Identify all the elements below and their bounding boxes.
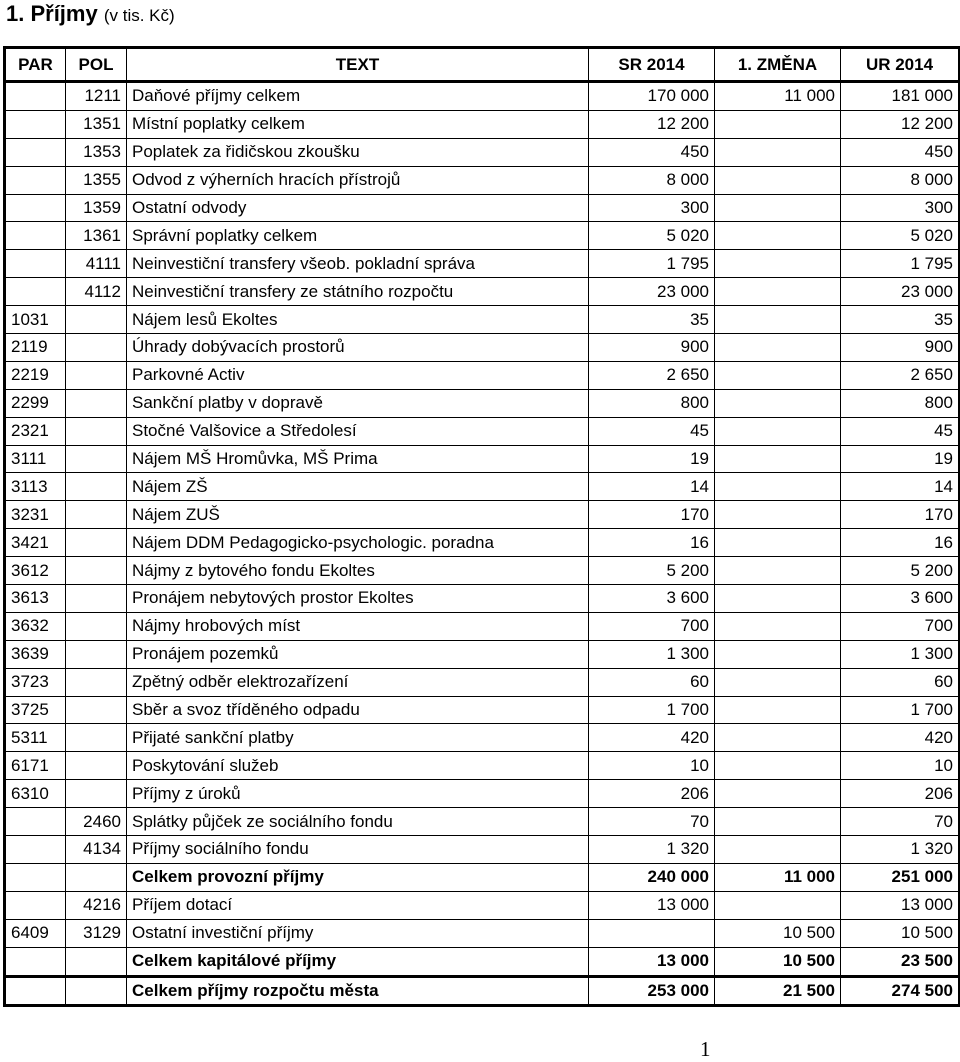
cell-par: 3421 bbox=[5, 529, 66, 557]
cell-ur-2014: 1 320 bbox=[841, 836, 960, 864]
cell-pol: 3129 bbox=[66, 919, 127, 947]
cell-sr-2014: 19 bbox=[589, 445, 715, 473]
cell-par: 6310 bbox=[5, 780, 66, 808]
table-row bbox=[5, 110, 960, 138]
table-row bbox=[5, 585, 960, 613]
cell-text: Nájem ZUŠ bbox=[127, 501, 589, 529]
cell-zmena bbox=[715, 250, 841, 278]
cell-text: Sběr a svoz tříděného odpadu bbox=[127, 696, 589, 724]
table-row bbox=[5, 891, 960, 919]
cell-ur-2014: 274 500 bbox=[841, 976, 960, 1006]
cell-sr-2014: 12 200 bbox=[589, 110, 715, 138]
cell-ur-2014: 16 bbox=[841, 529, 960, 557]
cell-zmena bbox=[715, 110, 841, 138]
cell-ur-2014: 1 300 bbox=[841, 640, 960, 668]
cell-par: 3723 bbox=[5, 668, 66, 696]
cell-zmena bbox=[715, 696, 841, 724]
cell-pol: 1351 bbox=[66, 110, 127, 138]
cell-pol: 1359 bbox=[66, 194, 127, 222]
header-sr-2014: SR 2014 bbox=[589, 48, 715, 82]
cell-zmena bbox=[715, 445, 841, 473]
page-number: 1 bbox=[700, 1037, 711, 1061]
cell-sr-2014: 800 bbox=[589, 389, 715, 417]
cell-zmena bbox=[715, 529, 841, 557]
cell-ur-2014: 420 bbox=[841, 724, 960, 752]
cell-zmena bbox=[715, 361, 841, 389]
cell-sr-2014 bbox=[589, 919, 715, 947]
cell-zmena: 21 500 bbox=[715, 976, 841, 1006]
cell-text: Nájem ZŠ bbox=[127, 473, 589, 501]
cell-par: 3231 bbox=[5, 501, 66, 529]
cell-par: 3612 bbox=[5, 557, 66, 585]
table-row bbox=[5, 473, 960, 501]
cell-ur-2014: 13 000 bbox=[841, 891, 960, 919]
table-row bbox=[5, 194, 960, 222]
cell-text: Neinvestiční transfery ze státního rozpočtu bbox=[127, 278, 589, 306]
table-row bbox=[5, 668, 960, 696]
cell-par bbox=[5, 222, 66, 250]
cell-zmena bbox=[715, 724, 841, 752]
table-row bbox=[5, 696, 960, 724]
table-row bbox=[5, 501, 960, 529]
cell-zmena bbox=[715, 278, 841, 306]
cell-par bbox=[5, 863, 66, 891]
table-row bbox=[5, 334, 960, 362]
table-row bbox=[5, 724, 960, 752]
cell-text: Zpětný odběr elektrozařízení bbox=[127, 668, 589, 696]
cell-ur-2014: 70 bbox=[841, 808, 960, 836]
cell-text: Ostatní odvody bbox=[127, 194, 589, 222]
cell-pol bbox=[66, 361, 127, 389]
cell-ur-2014: 1 795 bbox=[841, 250, 960, 278]
cell-zmena: 10 500 bbox=[715, 919, 841, 947]
cell-zmena bbox=[715, 306, 841, 334]
cell-ur-2014: 450 bbox=[841, 138, 960, 166]
cell-pol bbox=[66, 389, 127, 417]
cell-sr-2014: 206 bbox=[589, 780, 715, 808]
cell-zmena: 11 000 bbox=[715, 863, 841, 891]
title-unit: (v tis. Kč) bbox=[103, 6, 175, 25]
cell-par bbox=[5, 278, 66, 306]
table-row bbox=[5, 138, 960, 166]
cell-text: Stočné Valšovice a Středolesí bbox=[127, 417, 589, 445]
cell-text: Ostatní investiční příjmy bbox=[127, 919, 589, 947]
cell-ur-2014: 1 700 bbox=[841, 696, 960, 724]
cell-zmena bbox=[715, 222, 841, 250]
cell-pol: 1361 bbox=[66, 222, 127, 250]
cell-text: Celkem provozní příjmy bbox=[127, 863, 589, 891]
cell-ur-2014: 170 bbox=[841, 501, 960, 529]
cell-text: Neinvestiční transfery všeob. pokladní správa bbox=[127, 250, 589, 278]
cell-sr-2014: 240 000 bbox=[589, 863, 715, 891]
cell-sr-2014: 23 000 bbox=[589, 278, 715, 306]
cell-ur-2014: 19 bbox=[841, 445, 960, 473]
cell-ur-2014: 23 000 bbox=[841, 278, 960, 306]
table-header-row bbox=[5, 48, 960, 82]
table-row bbox=[5, 640, 960, 668]
cell-ur-2014: 5 020 bbox=[841, 222, 960, 250]
cell-pol: 1211 bbox=[66, 82, 127, 111]
cell-zmena bbox=[715, 138, 841, 166]
cell-pol bbox=[66, 612, 127, 640]
cell-sr-2014: 5 200 bbox=[589, 557, 715, 585]
cell-sr-2014: 35 bbox=[589, 306, 715, 334]
cell-text: Daňové příjmy celkem bbox=[127, 82, 589, 111]
cell-ur-2014: 300 bbox=[841, 194, 960, 222]
table-row bbox=[5, 82, 960, 111]
cell-text: Nájem DDM Pedagogicko-psychologic. poradna bbox=[127, 529, 589, 557]
cell-ur-2014: 2 650 bbox=[841, 361, 960, 389]
cell-par: 3111 bbox=[5, 445, 66, 473]
table-row bbox=[5, 445, 960, 473]
cell-sr-2014: 13 000 bbox=[589, 947, 715, 976]
cell-zmena bbox=[715, 836, 841, 864]
header-pol: POL bbox=[66, 48, 127, 82]
table-row bbox=[5, 836, 960, 864]
header-ur-2014: UR 2014 bbox=[841, 48, 960, 82]
cell-ur-2014: 206 bbox=[841, 780, 960, 808]
cell-zmena bbox=[715, 752, 841, 780]
cell-sr-2014: 300 bbox=[589, 194, 715, 222]
cell-sr-2014: 900 bbox=[589, 334, 715, 362]
table-row bbox=[5, 808, 960, 836]
cell-ur-2014: 8 000 bbox=[841, 166, 960, 194]
cell-text: Místní poplatky celkem bbox=[127, 110, 589, 138]
cell-sr-2014: 450 bbox=[589, 138, 715, 166]
cell-text: Splátky půjček ze sociálního fondu bbox=[127, 808, 589, 836]
cell-text: Příjmy sociálního fondu bbox=[127, 836, 589, 864]
table-row bbox=[5, 752, 960, 780]
table-row bbox=[5, 222, 960, 250]
cell-sr-2014: 45 bbox=[589, 417, 715, 445]
page-title bbox=[6, 0, 175, 30]
cell-par bbox=[5, 194, 66, 222]
table-body bbox=[5, 82, 960, 1006]
cell-par: 2299 bbox=[5, 389, 66, 417]
cell-text: Pronájem nebytových prostor Ekoltes bbox=[127, 585, 589, 613]
cell-pol bbox=[66, 780, 127, 808]
cell-zmena bbox=[715, 473, 841, 501]
cell-par bbox=[5, 82, 66, 111]
cell-sr-2014: 1 300 bbox=[589, 640, 715, 668]
cell-zmena bbox=[715, 389, 841, 417]
header-zmena: 1. ZMĚNA bbox=[715, 48, 841, 82]
cell-sr-2014: 420 bbox=[589, 724, 715, 752]
cell-pol bbox=[66, 334, 127, 362]
cell-par bbox=[5, 891, 66, 919]
cell-par: 5311 bbox=[5, 724, 66, 752]
cell-pol: 2460 bbox=[66, 808, 127, 836]
cell-text: Sankční platby v dopravě bbox=[127, 389, 589, 417]
title-main: 1. Příjmy bbox=[6, 1, 98, 26]
cell-ur-2014: 35 bbox=[841, 306, 960, 334]
cell-sr-2014: 170 000 bbox=[589, 82, 715, 111]
cell-pol bbox=[66, 668, 127, 696]
cell-zmena: 10 500 bbox=[715, 947, 841, 976]
cell-text: Odvod z výherních hracích přístrojů bbox=[127, 166, 589, 194]
cell-zmena bbox=[715, 417, 841, 445]
cell-text: Nájmy hrobových míst bbox=[127, 612, 589, 640]
cell-sr-2014: 14 bbox=[589, 473, 715, 501]
cell-zmena bbox=[715, 557, 841, 585]
cell-par bbox=[5, 947, 66, 976]
cell-text: Příjem dotací bbox=[127, 891, 589, 919]
cell-text: Přijaté sankční platby bbox=[127, 724, 589, 752]
cell-zmena bbox=[715, 194, 841, 222]
cell-pol bbox=[66, 724, 127, 752]
table-row bbox=[5, 389, 960, 417]
cell-pol bbox=[66, 306, 127, 334]
cell-zmena bbox=[715, 334, 841, 362]
cell-text: Parkovné Activ bbox=[127, 361, 589, 389]
table-row bbox=[5, 278, 960, 306]
cell-ur-2014: 900 bbox=[841, 334, 960, 362]
table-row bbox=[5, 557, 960, 585]
cell-zmena: 11 000 bbox=[715, 82, 841, 111]
cell-ur-2014: 3 600 bbox=[841, 585, 960, 613]
cell-par: 3725 bbox=[5, 696, 66, 724]
cell-par: 3113 bbox=[5, 473, 66, 501]
cell-par bbox=[5, 836, 66, 864]
header-text: TEXT bbox=[127, 48, 589, 82]
cell-ur-2014: 45 bbox=[841, 417, 960, 445]
cell-par: 2219 bbox=[5, 361, 66, 389]
cell-sr-2014: 1 700 bbox=[589, 696, 715, 724]
table-row bbox=[5, 919, 960, 947]
cell-zmena bbox=[715, 891, 841, 919]
table-row bbox=[5, 417, 960, 445]
cell-pol: 1353 bbox=[66, 138, 127, 166]
cell-sr-2014: 10 bbox=[589, 752, 715, 780]
cell-par bbox=[5, 110, 66, 138]
cell-ur-2014: 181 000 bbox=[841, 82, 960, 111]
cell-par: 2321 bbox=[5, 417, 66, 445]
cell-ur-2014: 60 bbox=[841, 668, 960, 696]
cell-pol: 4111 bbox=[66, 250, 127, 278]
table-row bbox=[5, 612, 960, 640]
cell-par: 3632 bbox=[5, 612, 66, 640]
cell-zmena bbox=[715, 585, 841, 613]
income-table bbox=[3, 46, 960, 1007]
cell-pol bbox=[66, 640, 127, 668]
table-row bbox=[5, 529, 960, 557]
cell-text: Správní poplatky celkem bbox=[127, 222, 589, 250]
cell-zmena bbox=[715, 640, 841, 668]
cell-pol bbox=[66, 976, 127, 1006]
cell-sr-2014: 170 bbox=[589, 501, 715, 529]
table-row bbox=[5, 947, 960, 976]
cell-par: 3639 bbox=[5, 640, 66, 668]
cell-par bbox=[5, 250, 66, 278]
cell-zmena bbox=[715, 808, 841, 836]
cell-par bbox=[5, 166, 66, 194]
cell-zmena bbox=[715, 612, 841, 640]
table-row bbox=[5, 976, 960, 1006]
cell-pol: 4112 bbox=[66, 278, 127, 306]
cell-pol bbox=[66, 501, 127, 529]
cell-sr-2014: 1 320 bbox=[589, 836, 715, 864]
cell-ur-2014: 12 200 bbox=[841, 110, 960, 138]
cell-text: Celkem kapitálové příjmy bbox=[127, 947, 589, 976]
table-row bbox=[5, 250, 960, 278]
cell-sr-2014: 70 bbox=[589, 808, 715, 836]
cell-par: 3613 bbox=[5, 585, 66, 613]
table-row bbox=[5, 361, 960, 389]
table-row bbox=[5, 863, 960, 891]
cell-sr-2014: 16 bbox=[589, 529, 715, 557]
cell-sr-2014: 3 600 bbox=[589, 585, 715, 613]
cell-sr-2014: 5 020 bbox=[589, 222, 715, 250]
cell-zmena bbox=[715, 166, 841, 194]
cell-text: Nájem MŠ Hromůvka, MŠ Prima bbox=[127, 445, 589, 473]
cell-ur-2014: 5 200 bbox=[841, 557, 960, 585]
cell-pol: 1355 bbox=[66, 166, 127, 194]
cell-ur-2014: 14 bbox=[841, 473, 960, 501]
cell-pol bbox=[66, 752, 127, 780]
table-row bbox=[5, 166, 960, 194]
cell-sr-2014: 13 000 bbox=[589, 891, 715, 919]
cell-text: Pronájem pozemků bbox=[127, 640, 589, 668]
cell-pol bbox=[66, 947, 127, 976]
table-row bbox=[5, 780, 960, 808]
cell-par bbox=[5, 138, 66, 166]
cell-text: Nájem lesů Ekoltes bbox=[127, 306, 589, 334]
cell-par: 6171 bbox=[5, 752, 66, 780]
cell-pol: 4134 bbox=[66, 836, 127, 864]
cell-par: 2119 bbox=[5, 334, 66, 362]
cell-text: Celkem příjmy rozpočtu města bbox=[127, 976, 589, 1006]
cell-sr-2014: 253 000 bbox=[589, 976, 715, 1006]
cell-ur-2014: 10 500 bbox=[841, 919, 960, 947]
cell-ur-2014: 700 bbox=[841, 612, 960, 640]
cell-text: Poskytování služeb bbox=[127, 752, 589, 780]
cell-zmena bbox=[715, 668, 841, 696]
cell-sr-2014: 700 bbox=[589, 612, 715, 640]
cell-text: Poplatek za řidičskou zkoušku bbox=[127, 138, 589, 166]
cell-sr-2014: 1 795 bbox=[589, 250, 715, 278]
cell-ur-2014: 251 000 bbox=[841, 863, 960, 891]
cell-pol bbox=[66, 696, 127, 724]
cell-text: Úhrady dobývacích prostorů bbox=[127, 334, 589, 362]
cell-par bbox=[5, 976, 66, 1006]
cell-pol bbox=[66, 529, 127, 557]
cell-sr-2014: 8 000 bbox=[589, 166, 715, 194]
table-row bbox=[5, 306, 960, 334]
cell-pol bbox=[66, 585, 127, 613]
header-par: PAR bbox=[5, 48, 66, 82]
cell-text: Příjmy z úroků bbox=[127, 780, 589, 808]
cell-pol bbox=[66, 417, 127, 445]
cell-pol bbox=[66, 863, 127, 891]
cell-ur-2014: 23 500 bbox=[841, 947, 960, 976]
cell-text: Nájmy z bytového fondu Ekoltes bbox=[127, 557, 589, 585]
cell-pol bbox=[66, 473, 127, 501]
cell-zmena bbox=[715, 780, 841, 808]
cell-pol bbox=[66, 445, 127, 473]
cell-zmena bbox=[715, 501, 841, 529]
cell-ur-2014: 800 bbox=[841, 389, 960, 417]
cell-par: 1031 bbox=[5, 306, 66, 334]
cell-sr-2014: 60 bbox=[589, 668, 715, 696]
cell-pol bbox=[66, 557, 127, 585]
cell-sr-2014: 2 650 bbox=[589, 361, 715, 389]
cell-par bbox=[5, 808, 66, 836]
cell-pol: 4216 bbox=[66, 891, 127, 919]
cell-ur-2014: 10 bbox=[841, 752, 960, 780]
cell-par: 6409 bbox=[5, 919, 66, 947]
